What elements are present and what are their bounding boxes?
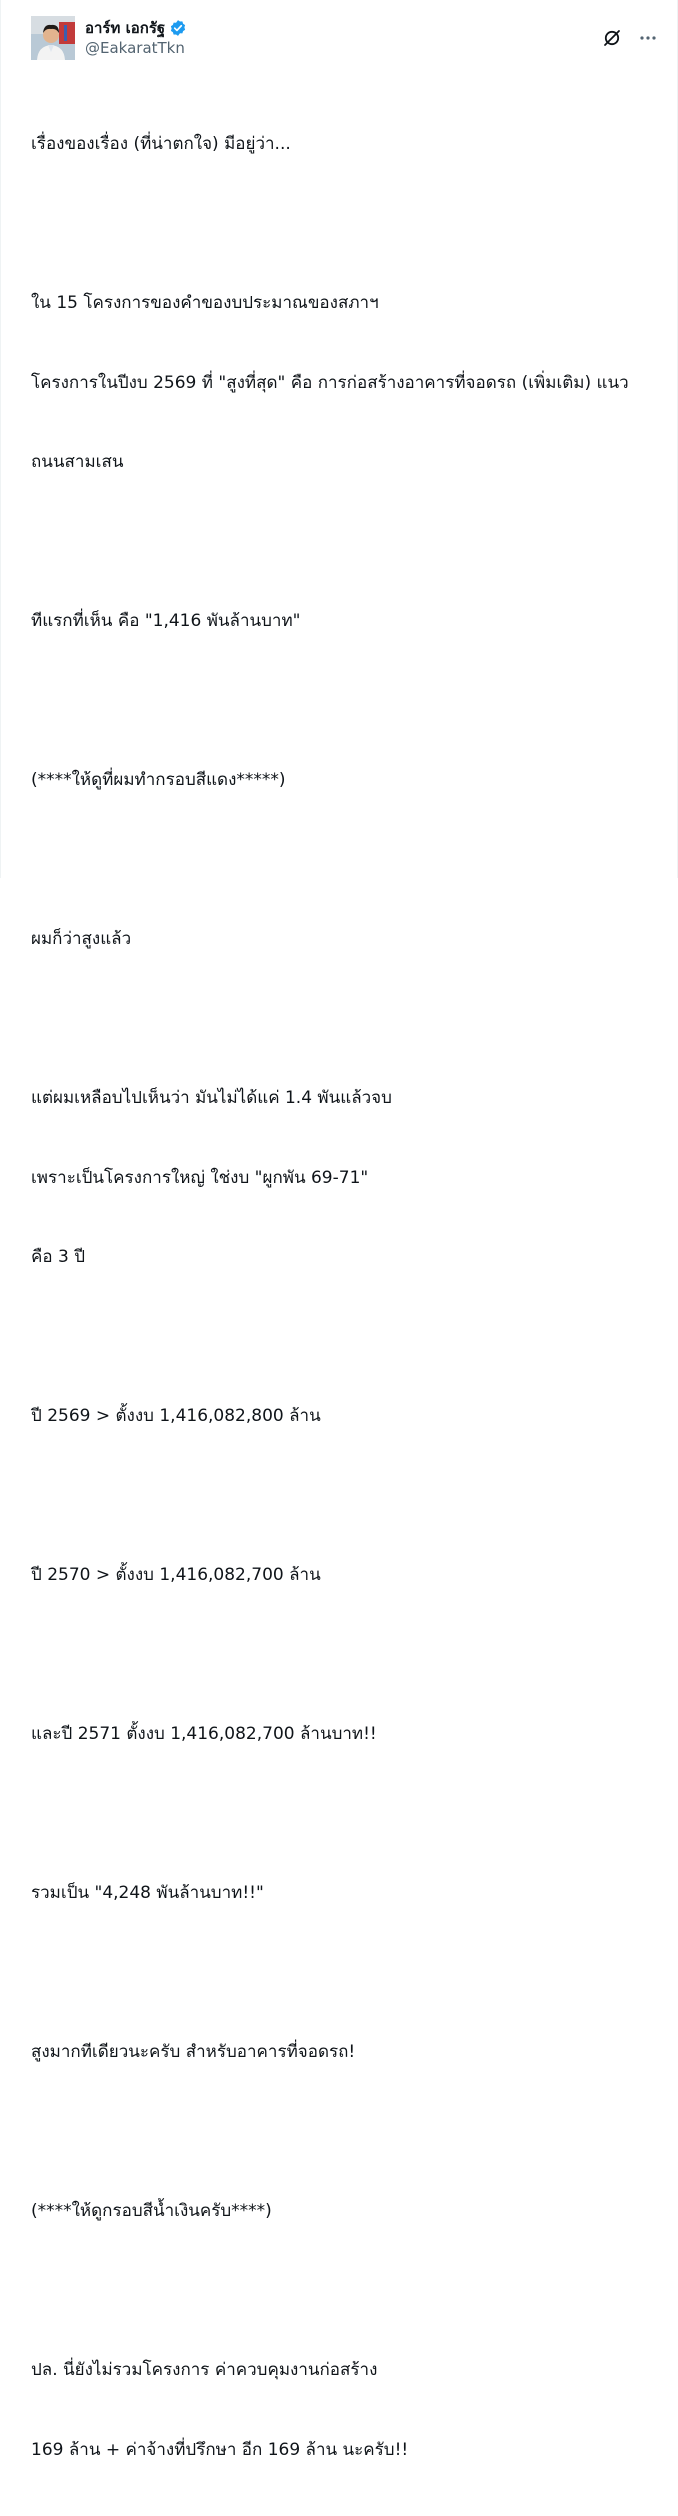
avatar-image (31, 16, 75, 60)
post-line: เรื่องของเรื่อง (ที่น่าตกใจ) มีอยู่ว่า... (31, 134, 291, 154)
blank-line (31, 688, 657, 715)
blank-line (31, 1324, 657, 1351)
blank-line (31, 1642, 657, 1669)
post-line: ใน 15 โครงการของคำของบประมาณของสภาฯ (31, 293, 379, 313)
author-info (85, 18, 187, 58)
post-line: โครงการในปีงบ 2569 ที่ "สูงที่สุด" คือ การก่อสร้างอาคารที่จอดรถ (เพิ่มเติม) แนว (31, 372, 629, 393)
blank-line (31, 1801, 657, 1828)
post-text (31, 78, 657, 2516)
verified-badge-icon (169, 19, 187, 37)
post-line: สูงมากทีเดียวนะครับ สำหรับอาคารที่จอดรถ! (31, 2042, 356, 2062)
header-actions (601, 27, 659, 49)
post-line: และปี 2571 ตั้งงบ 1,416,082,700 ล้านบาท!! (31, 1724, 377, 1744)
post-line: ผมก็ว่าสูงแล้ว (31, 929, 132, 949)
post-line: (****ให้ดูกรอบสีน้ำเงินครับ****) (31, 2201, 272, 2221)
blank-line (31, 211, 657, 238)
post-line: ปล. นี่ยังไม่รวมโครงการ ค่าควบคุมงานก่อสร้าง (31, 2360, 378, 2380)
blank-line (31, 2119, 657, 2146)
post-line: ทีแรกที่เห็น คือ "1,416 พันล้านบาท" (31, 611, 301, 631)
blank-line (31, 1483, 657, 1510)
post-line: (****ให้ดูที่ผมทำกรอบสีแดง*****) (31, 770, 286, 790)
blank-line (31, 847, 657, 874)
author-handle[interactable]: @EakaratTkn (85, 39, 185, 57)
grok-icon[interactable] (601, 27, 623, 49)
display-name-row (85, 18, 187, 38)
post-line: ปี 2570 > ตั้งงบ 1,416,082,700 ล้าน (31, 1565, 321, 1585)
blank-line (31, 1960, 657, 1987)
avatar[interactable] (31, 16, 75, 60)
blank-line (31, 2278, 657, 2305)
post-header (31, 14, 661, 62)
blank-line (31, 529, 657, 556)
display-name[interactable]: อาร์ท เอกรัฐ (85, 19, 166, 37)
post-line: ปี 2569 > ตั้งงบ 1,416,082,800 ล้าน (31, 1406, 321, 1426)
blank-line (31, 1006, 657, 1033)
post-line: แต่ผมเหลือบไปเห็นว่า มันไม่ได้แค่ 1.4 พันแล้วจบ (31, 1088, 392, 1108)
post-line: ถนนสามเสน (31, 452, 124, 472)
post-line: เพราะเป็นโครงการใหญ่ ใช่งบ "ผูกพัน 69-71" (31, 1167, 369, 1188)
post-line: คือ 3 ปี (31, 1247, 85, 1267)
post-line: 169 ล้าน + ค่าจ้างที่ปรึกษา อีก 169 ล้าน นะครับ!! (31, 2439, 409, 2460)
more-icon[interactable] (637, 27, 659, 49)
post-line: รวมเป็น "4,248 พันล้านบาท!!" (31, 1883, 264, 1903)
